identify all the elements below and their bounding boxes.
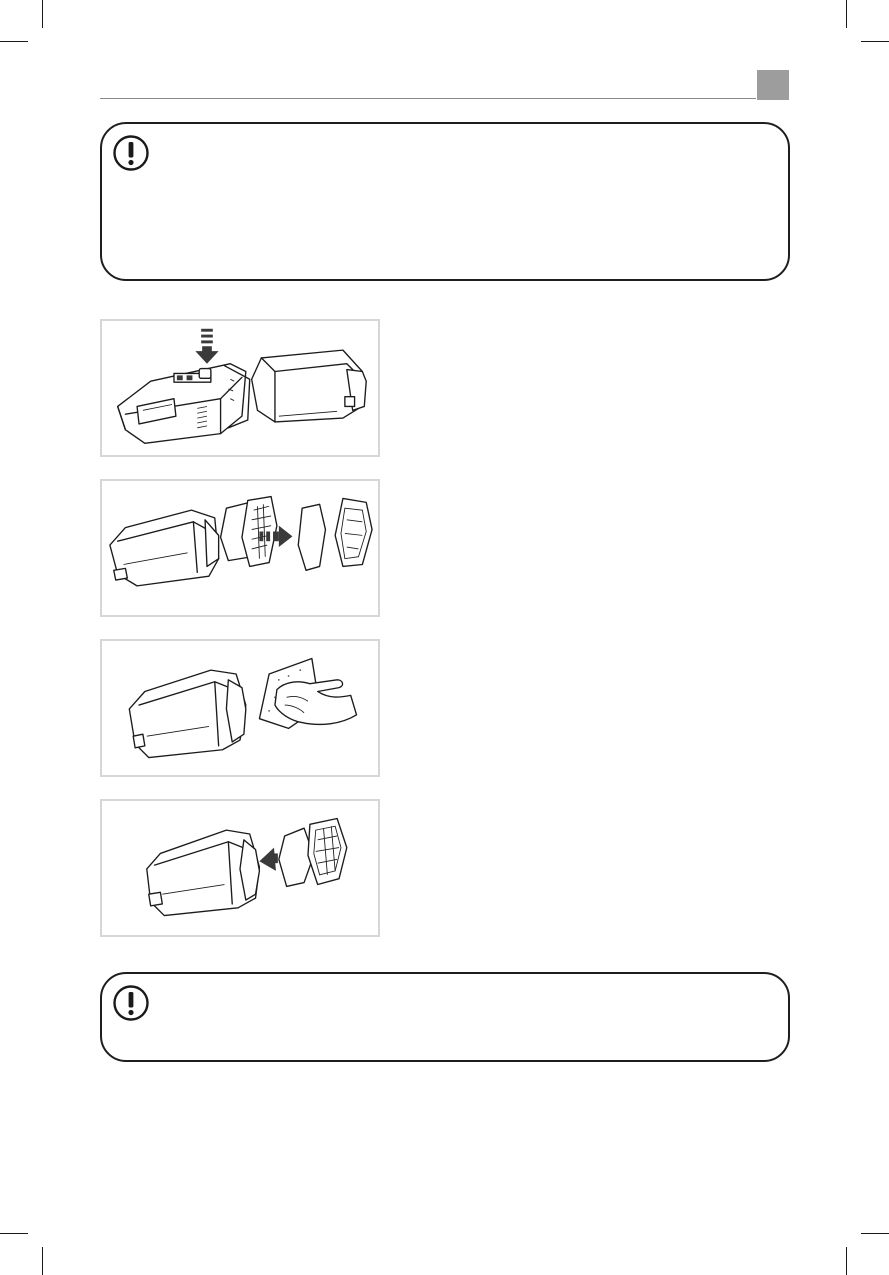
crop-mark [861, 1233, 889, 1234]
remove-filter-illustration [100, 479, 380, 617]
wipe-container-illustration [100, 639, 380, 777]
release-dust-container-illustration [100, 319, 380, 457]
press-arrow [195, 329, 218, 364]
crop-mark [846, 0, 847, 28]
reinsert-filter-illustration [100, 799, 380, 937]
crop-mark [0, 1233, 28, 1234]
exclamation-icon [112, 984, 150, 1022]
page-tab [757, 70, 789, 100]
exclamation-icon [112, 134, 150, 172]
notice-box-top [100, 122, 790, 281]
crop-mark [42, 1247, 43, 1275]
notice-box-bottom [100, 972, 790, 1062]
crop-mark [846, 1247, 847, 1275]
header-rule [100, 98, 756, 99]
crop-mark [0, 41, 28, 42]
crop-mark [861, 41, 889, 42]
crop-mark [42, 0, 43, 28]
